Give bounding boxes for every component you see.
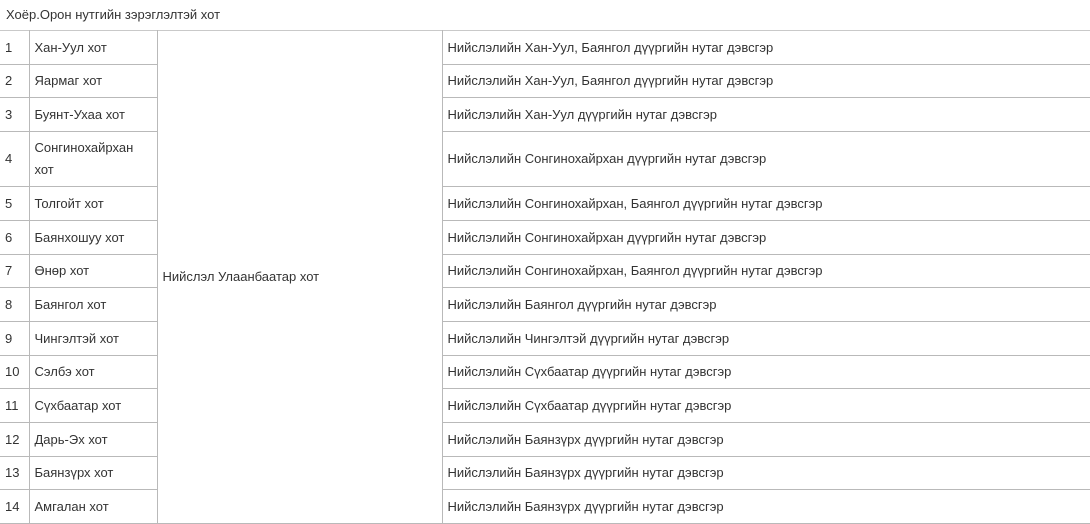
row-number: 8 bbox=[0, 288, 29, 322]
cities-table bbox=[0, 30, 1090, 524]
table-row bbox=[0, 31, 1090, 65]
territory: Нийслэлийн Сонгинохайрхан, Баянгол дүүргийн нутаг дэвсгэр bbox=[442, 255, 1090, 288]
row-number: 7 bbox=[0, 255, 29, 288]
territory: Нийслэлийн Хан-Уул, Баянгол дүүргийн нутаг дэвсгэр bbox=[442, 31, 1090, 65]
city-name: Баянзүрх хот bbox=[29, 457, 157, 490]
row-number: 9 bbox=[0, 322, 29, 356]
city-name: Дарь-Эх хот bbox=[29, 423, 157, 457]
territory: Нийслэлийн Хан-Уул дүүргийн нутаг дэвсгэр bbox=[442, 98, 1090, 132]
row-number: 13 bbox=[0, 457, 29, 490]
territory: Нийслэлийн Хан-Уул, Баянгол дүүргийн нутаг дэвсгэр bbox=[442, 65, 1090, 98]
row-number: 4 bbox=[0, 132, 29, 187]
city-name: Баянхошуу хот bbox=[29, 221, 157, 255]
territory: Нийслэлийн Баянгол дүүргийн нутаг дэвсгэр bbox=[442, 288, 1090, 322]
row-number: 10 bbox=[0, 356, 29, 389]
territory: Нийслэлийн Сонгинохайрхан, Баянгол дүүргийн нутаг дэвсгэр bbox=[442, 187, 1090, 221]
city-name: Сүхбаатар хот bbox=[29, 389, 157, 423]
section-heading: Хоёр.Орон нутгийн зэрэглэлтэй хот bbox=[6, 7, 221, 22]
territory: Нийслэлийн Сонгинохайрхан дүүргийн нутаг дэвсгэр bbox=[442, 221, 1090, 255]
row-number: 14 bbox=[0, 490, 29, 524]
city-name: Амгалан хот bbox=[29, 490, 157, 524]
territory: Нийслэлийн Чингэлтэй дүүргийн нутаг дэвсгэр bbox=[442, 322, 1090, 356]
territory: Нийслэлийн Баянзүрх дүүргийн нутаг дэвсгэр bbox=[442, 490, 1090, 524]
row-number: 2 bbox=[0, 65, 29, 98]
city-name: Хан-Уул хот bbox=[29, 31, 157, 65]
city-name: Өнөр хот bbox=[29, 255, 157, 288]
row-number: 12 bbox=[0, 423, 29, 457]
row-number: 1 bbox=[0, 31, 29, 65]
territory: Нийслэлийн Сүхбаатар дүүргийн нутаг дэвсгэр bbox=[442, 356, 1090, 389]
row-number: 6 bbox=[0, 221, 29, 255]
row-number: 3 bbox=[0, 98, 29, 132]
city-name: Сонгинохайрхан хот bbox=[29, 132, 157, 187]
row-number: 5 bbox=[0, 187, 29, 221]
city-name: Баянгол хот bbox=[29, 288, 157, 322]
city-name: Толгойт хот bbox=[29, 187, 157, 221]
territory: Нийслэлийн Сонгинохайрхан дүүргийн нутаг дэвсгэр bbox=[442, 132, 1090, 187]
city-name: Буянт-Ухаа хот bbox=[29, 98, 157, 132]
city-name: Сэлбэ хот bbox=[29, 356, 157, 389]
territory: Нийслэлийн Баянзүрх дүүргийн нутаг дэвсгэр bbox=[442, 423, 1090, 457]
territory: Нийслэлийн Баянзүрх дүүргийн нутаг дэвсгэр bbox=[442, 457, 1090, 490]
city-name: Яармаг хот bbox=[29, 65, 157, 98]
row-number: 11 bbox=[0, 389, 29, 423]
city-name: Чингэлтэй хот bbox=[29, 322, 157, 356]
territory: Нийслэлийн Сүхбаатар дүүргийн нутаг дэвсгэр bbox=[442, 389, 1090, 423]
capital-cell: Нийслэл Улаанбаатар хот bbox=[157, 31, 442, 524]
